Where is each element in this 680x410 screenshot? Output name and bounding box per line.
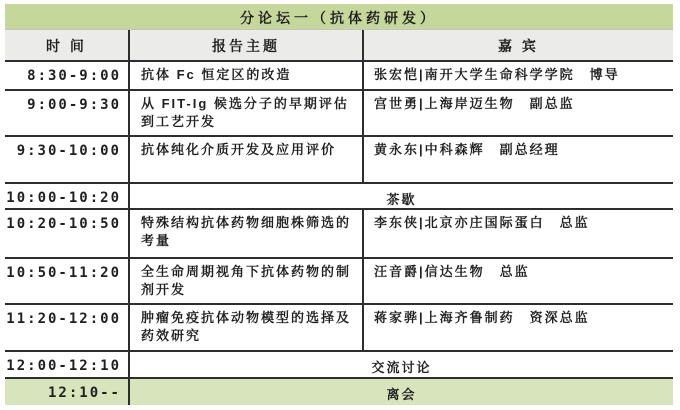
- merged-label-cell: 交流讨论: [128, 352, 673, 377]
- guest-cell: 张宏恺|南开大学生命科学学院 博导: [362, 62, 673, 89]
- table-row: [5, 257, 673, 303]
- merged-label-cell: 离会: [128, 379, 673, 405]
- table-row: [5, 303, 673, 350]
- time-cell: 12:00-12:10: [6, 358, 121, 374]
- table-header-row: [5, 29, 673, 60]
- time-cell: 10:20-10:50: [6, 216, 121, 232]
- table-row: [5, 208, 673, 257]
- col-header-time: 时 间: [46, 38, 87, 54]
- table-row: [5, 60, 673, 89]
- table-row: [5, 135, 673, 182]
- session-title: 分论坛一（抗体药研发）: [5, 4, 673, 29]
- guest-cell: 宫世勇|上海岸迈生物 副总监: [362, 91, 673, 135]
- table-row-closing: [5, 377, 673, 405]
- col-header-guest: 嘉 宾: [362, 30, 673, 60]
- time-cell: 8:30-9:00: [27, 68, 121, 84]
- time-cell: 11:20-12:00: [6, 311, 121, 327]
- topic-cell: 特殊结构抗体药物细胞株筛选的考量: [128, 210, 362, 257]
- time-cell: 12:10--: [47, 385, 121, 401]
- guest-cell: 黄永东|中科森辉 副总经理: [362, 137, 673, 182]
- topic-cell: 抗体纯化介质开发及应用评价: [128, 137, 362, 182]
- table-row: [5, 89, 673, 135]
- topic-cell: 从 FIT-Ig 候选分子的早期评估到工艺开发: [128, 91, 362, 135]
- table-row-tea-break: [5, 182, 673, 208]
- topic-cell: 肿瘤免疫抗体动物模型的选择及药效研究: [128, 305, 362, 350]
- col-header-topic: 报告主题: [128, 30, 362, 60]
- guest-cell: 李东侠|北京亦庄国际蛋白 总监: [362, 210, 673, 257]
- topic-cell: 全生命周期视角下抗体药物的制剂开发: [128, 259, 362, 303]
- time-cell: 9:30-10:00: [16, 143, 121, 159]
- time-cell: 10:50-11:20: [6, 265, 121, 281]
- session-schedule-table: [5, 4, 673, 405]
- time-cell: 10:00-10:20: [6, 190, 121, 206]
- topic-cell: 抗体 Fc 恒定区的改造: [128, 62, 362, 89]
- merged-label-cell: 茶歇: [128, 184, 673, 208]
- time-cell: 9:00-9:30: [27, 97, 121, 113]
- guest-cell: 汪音爵|信达生物 总监: [362, 259, 673, 303]
- table-row-discussion: [5, 350, 673, 377]
- guest-cell: 蒋家骅|上海齐鲁制药 资深总监: [362, 305, 673, 350]
